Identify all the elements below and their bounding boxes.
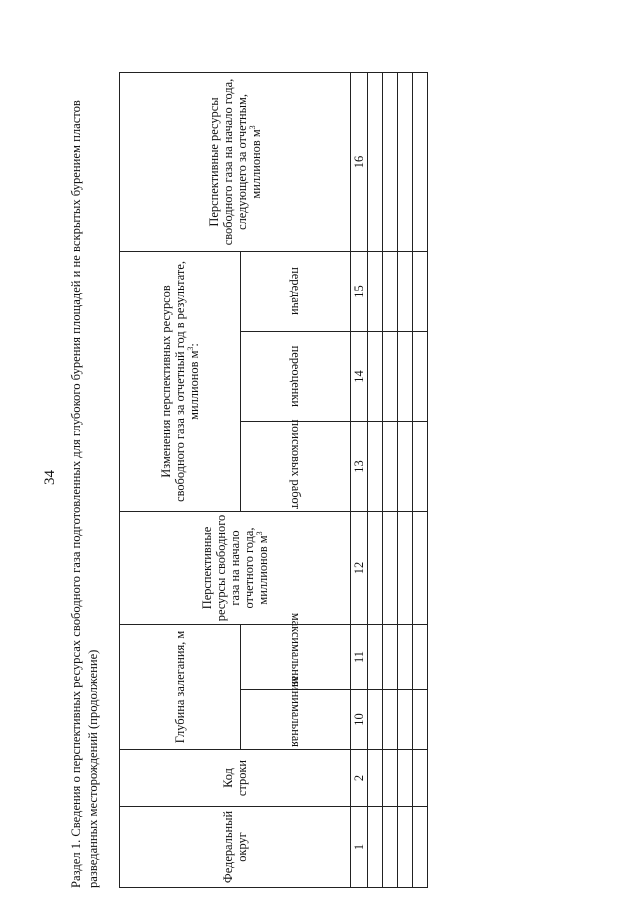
col-number: 14 <box>351 332 368 422</box>
col-number: 16 <box>351 72 368 251</box>
header-resources-next: Перспективные ресурсы свободного газа на начало года, следующего за отчетным, миллионов $м^3$ <box>120 72 351 251</box>
header-resources-start: Перспективные ресурсы свободного газа на начало отчетного года, миллионов $м^3$ <box>120 512 351 625</box>
rotated-page-content <box>68 63 628 888</box>
table-row <box>368 72 383 887</box>
col-number: 15 <box>351 251 368 331</box>
col-number: 10 <box>351 690 368 750</box>
table-row <box>383 72 398 887</box>
header-changes-transfer: передачи <box>241 251 351 331</box>
header-changes: Изменения перспективных ресурсов свободного газа за отчетный год в результате, миллионов $м^3$: <box>120 251 241 511</box>
resources-table <box>119 72 428 888</box>
table-row <box>398 72 413 887</box>
header-row-code: Код строки <box>120 750 351 807</box>
header-changes-reassess: переоценки <box>241 332 351 422</box>
column-number-row <box>351 72 368 887</box>
col-number: 11 <box>351 625 368 690</box>
header-depth-max: максимальная <box>241 625 351 690</box>
col-number: 1 <box>351 807 368 888</box>
col-number: 12 <box>351 512 368 625</box>
section-caption: Раздел 1. Сведения о перспективных ресурсах свободного газа подготовленных для глубокого бурения площадей и не вскрытых бурением пластов разведанных месторождений (продолжение) <box>69 100 100 888</box>
header-depth-min: минимальная <box>241 690 351 750</box>
table-row <box>413 72 428 887</box>
col-number: 2 <box>351 750 368 807</box>
header-row-top <box>120 72 241 887</box>
col-number: 13 <box>351 422 368 512</box>
page-number: 34 <box>42 470 58 485</box>
header-changes-search: поисковых работ <box>241 422 351 512</box>
header-depth: Глубина залегания, м <box>120 625 241 750</box>
header-federal-district: Федеральный округ <box>120 807 351 888</box>
